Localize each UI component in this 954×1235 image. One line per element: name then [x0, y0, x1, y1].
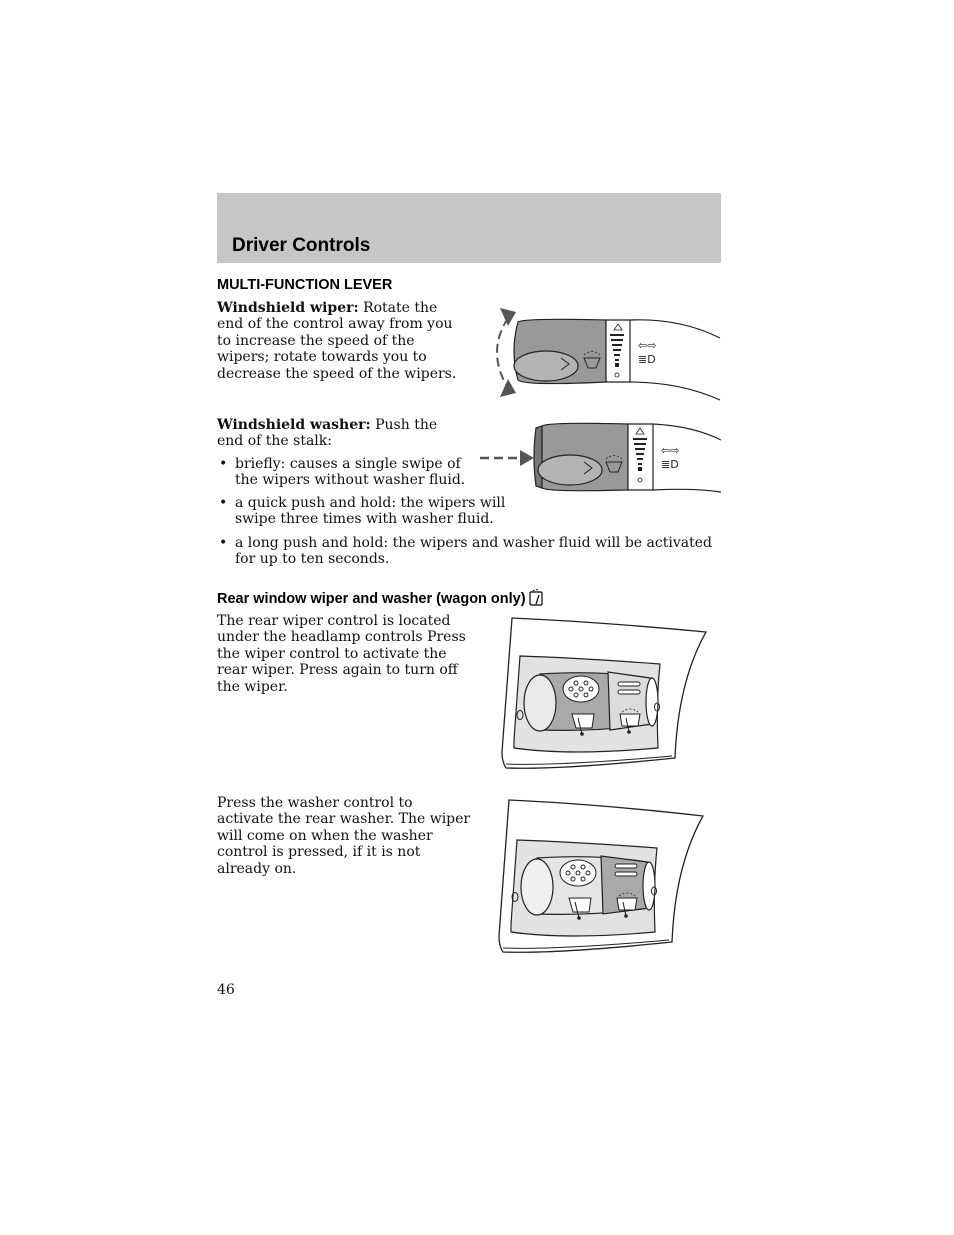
rear-washer-control-figure: [497, 796, 709, 956]
rear-washer-paragraph: Press the washer control to activate the rear washer. The wiper will come on when the washer control is pressed, if it is not already on.: [217, 795, 471, 877]
svg-text:≣D: ≣D: [661, 458, 679, 471]
wiper-lever-rotate-figure: [480, 300, 725, 405]
svg-text:⇦⇨: ⇦⇨: [661, 444, 680, 457]
svg-text:≣D: ≣D: [638, 353, 656, 366]
page-title: Driver Controls: [232, 235, 371, 256]
windshield-wiper-text: Rotate the end of the control away from you to increase the speed of the wipers; rotate towards you to decrease the speed of the wipers.: [217, 300, 457, 382]
section-heading-multi-function: MULTI-FUNCTION LEVER: [217, 277, 393, 293]
svg-text:⇦⇨: ⇦⇨: [638, 339, 657, 352]
page-number: 46: [217, 982, 235, 998]
list-item: • a quick push and hold: the wipers will swipe three times with washer fluid.: [217, 495, 535, 528]
windshield-wiper-paragraph: [217, 300, 467, 382]
section-heading-rear-wiper: [217, 588, 543, 607]
rear-wiper-control-figure: [500, 612, 712, 772]
windshield-washer-text: Push the end of the stalk:: [217, 417, 438, 450]
list-item: • briefly: causes a single swipe of the wipers without washer fluid.: [217, 456, 471, 489]
windshield-washer-label: Windshield washer:: [217, 417, 371, 433]
list-item: • a long push and hold: the wipers and washer fluid will be activated for up to ten seconds.: [217, 535, 721, 568]
header-band: [217, 193, 721, 263]
windshield-wiper-label: Windshield wiper:: [217, 300, 359, 316]
rear-wiper-paragraph: The rear wiper control is located under the headlamp controls Press the wiper control to activate the rear wiper. Press again to turn off the wiper.: [217, 613, 466, 695]
section-heading-rear-wiper-text: Rear window wiper and washer (wagon only): [217, 591, 526, 607]
wiper-lever-push-figure: [478, 418, 725, 496]
windshield-washer-paragraph: [217, 417, 467, 450]
rear-wiper-icon: [529, 588, 543, 606]
